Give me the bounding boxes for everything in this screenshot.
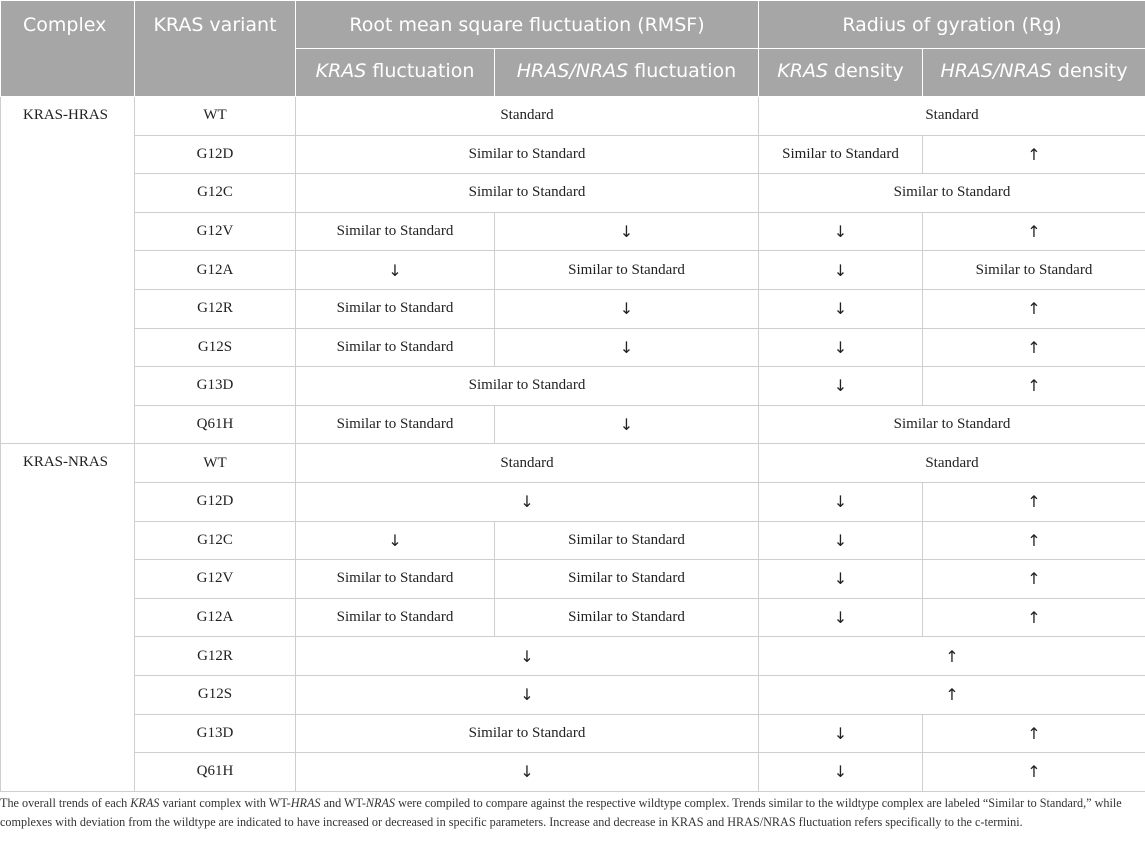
- rg-cell: Similar to Standard: [759, 174, 1145, 213]
- rg-cell: ↓: [759, 753, 923, 792]
- rmsf-cell: Similar to Standard: [495, 251, 759, 290]
- rmsf-cell: ↓: [495, 328, 759, 367]
- rg-cell: ↑: [923, 135, 1145, 174]
- table-header: [1, 1, 1145, 97]
- table-body: [1, 97, 1145, 792]
- variant-cell: WT: [135, 444, 296, 483]
- table-row: [1, 714, 1145, 753]
- rg-cell: ↓: [759, 714, 923, 753]
- table-row: [1, 482, 1145, 521]
- rmsf-cell: Similar to Standard: [296, 598, 495, 637]
- rg-cell: ↑: [759, 637, 1145, 676]
- header-rmsf: Root mean square fluctuation (RMSF): [296, 1, 759, 49]
- rmsf-cell: ↓: [296, 482, 759, 521]
- rmsf-cell: ↓: [296, 251, 495, 290]
- rmsf-cell: Similar to Standard: [495, 598, 759, 637]
- variant-cell: Q61H: [135, 753, 296, 792]
- rmsf-cell: ↓: [296, 637, 759, 676]
- rmsf-cell: Similar to Standard: [495, 521, 759, 560]
- rmsf-cell: ↓: [495, 212, 759, 251]
- rg-cell: ↑: [923, 212, 1145, 251]
- rmsf-cell: ↓: [296, 675, 759, 714]
- header-complex: Complex: [1, 1, 135, 97]
- rg-cell: ↑: [923, 521, 1145, 560]
- rmsf-cell: Similar to Standard: [296, 212, 495, 251]
- variant-cell: G12S: [135, 328, 296, 367]
- rmsf-cell: ↓: [296, 521, 495, 560]
- variant-cell: G13D: [135, 714, 296, 753]
- rg-cell: ↓: [759, 521, 923, 560]
- rmsf-cell: Standard: [296, 97, 759, 136]
- complex-group-label: KRAS-NRAS: [1, 444, 135, 791]
- rg-cell: Similar to Standard: [759, 135, 923, 174]
- variant-cell: G12V: [135, 560, 296, 599]
- table-row: [1, 135, 1145, 174]
- rmsf-cell: ↓: [495, 289, 759, 328]
- rg-cell: ↓: [759, 482, 923, 521]
- rg-cell: Similar to Standard: [923, 251, 1145, 290]
- variant-cell: WT: [135, 97, 296, 136]
- variant-cell: G12R: [135, 637, 296, 676]
- rg-cell: Standard: [759, 97, 1145, 136]
- rmsf-cell: Similar to Standard: [296, 405, 495, 444]
- rmsf-cell: Standard: [296, 444, 759, 483]
- rg-cell: ↑: [923, 714, 1145, 753]
- rmsf-cell: Similar to Standard: [296, 289, 495, 328]
- table-row: [1, 521, 1145, 560]
- rmsf-cell: Similar to Standard: [296, 367, 759, 406]
- rg-cell: Similar to Standard: [759, 405, 1145, 444]
- rmsf-cell: ↓: [296, 753, 759, 792]
- table-row: [1, 367, 1145, 406]
- variant-cell: G12A: [135, 598, 296, 637]
- rmsf-cell: Similar to Standard: [296, 328, 495, 367]
- rmsf-cell: ↓: [495, 405, 759, 444]
- table-row: [1, 560, 1145, 599]
- rmsf-cell: Similar to Standard: [495, 560, 759, 599]
- variant-cell: G12A: [135, 251, 296, 290]
- rmsf-cell: Similar to Standard: [296, 174, 759, 213]
- variant-cell: Q61H: [135, 405, 296, 444]
- table-row: [1, 97, 1145, 136]
- table-row: [1, 251, 1145, 290]
- header-hras-nras-fluctuation: HRAS/NRAS fluctuation: [495, 49, 759, 97]
- rg-cell: ↓: [759, 251, 923, 290]
- header-rg: Radius of gyration (Rg): [759, 1, 1145, 49]
- rg-cell: ↓: [759, 598, 923, 637]
- variant-cell: G12C: [135, 174, 296, 213]
- rg-cell: ↓: [759, 367, 923, 406]
- table-row: [1, 444, 1145, 483]
- rg-cell: ↑: [923, 367, 1145, 406]
- rg-cell: ↑: [923, 289, 1145, 328]
- table-row: [1, 637, 1145, 676]
- rmsf-cell: Similar to Standard: [296, 714, 759, 753]
- variant-cell: G12D: [135, 482, 296, 521]
- rmsf-cell: Similar to Standard: [296, 135, 759, 174]
- variant-cell: G12C: [135, 521, 296, 560]
- variant-cell: G12V: [135, 212, 296, 251]
- rg-cell: ↑: [759, 675, 1145, 714]
- rg-cell: ↓: [759, 560, 923, 599]
- table-row: [1, 675, 1145, 714]
- header-kras-variant: KRAS variant: [135, 1, 296, 97]
- rg-cell: ↓: [759, 328, 923, 367]
- table-caption: The overall trends of each KRAS variant complex with WT-HRAS and WT-NRAS were compiled to compare against the respective wildtype complex. Trends similar to the wildtype complex are labeled “Similar to Standard,” while complexes with deviation from the wildtype are indicated to have increased or decreased in specific parameters. Increase and decrease in KRAS and HRAS/NRAS fluctuation refers specifically to the c-termini.: [0, 796, 1122, 829]
- header-kras-fluctuation: KRAS fluctuation: [296, 49, 495, 97]
- table-row: [1, 212, 1145, 251]
- header-kras-density: KRAS density: [759, 49, 923, 97]
- variant-cell: G12D: [135, 135, 296, 174]
- variant-cell: G12S: [135, 675, 296, 714]
- table-row: [1, 405, 1145, 444]
- table-row: [1, 328, 1145, 367]
- table-row: [1, 753, 1145, 792]
- rmsf-cell: Similar to Standard: [296, 560, 495, 599]
- rg-cell: ↑: [923, 328, 1145, 367]
- table-row: [1, 174, 1145, 213]
- variant-cell: G12R: [135, 289, 296, 328]
- rg-cell: ↑: [923, 482, 1145, 521]
- rg-cell: ↑: [923, 753, 1145, 792]
- variant-cell: G13D: [135, 367, 296, 406]
- rg-cell: ↓: [759, 212, 923, 251]
- table-row: [1, 598, 1145, 637]
- rg-cell: ↑: [923, 598, 1145, 637]
- rg-cell: Standard: [759, 444, 1145, 483]
- header-hras-nras-density: HRAS/NRAS density: [923, 49, 1145, 97]
- table-row: [1, 289, 1145, 328]
- rg-cell: ↓: [759, 289, 923, 328]
- rg-cell: ↑: [923, 560, 1145, 599]
- complex-group-label: KRAS-HRAS: [1, 97, 135, 444]
